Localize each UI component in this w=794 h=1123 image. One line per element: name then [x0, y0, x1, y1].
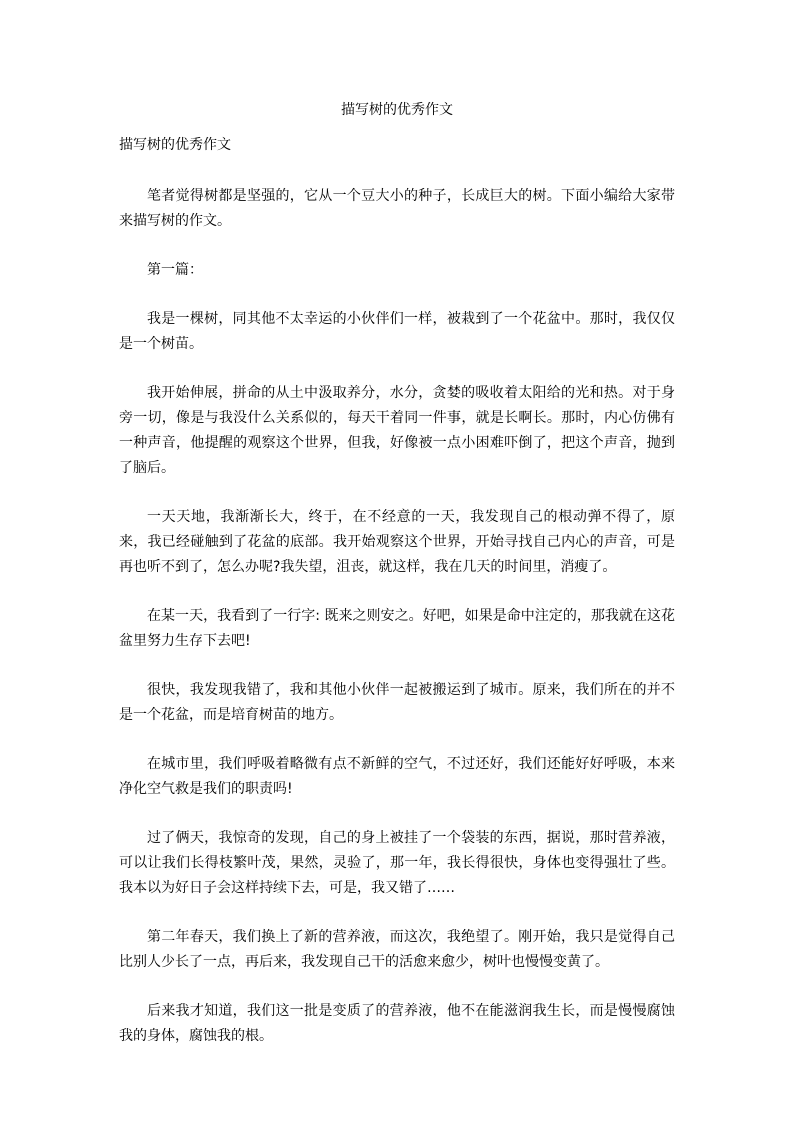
paragraph-intro: 笔者觉得树都是坚强的，它从一个豆大小的种子，长成巨大的树。下面小编给大家带来描写树的作文。: [119, 188, 675, 229]
paragraph: 在某一天，我看到了一行字: 既来之则安之。好吧，如果是命中注定的，那我就在这花盆里努力生存下去吧!: [119, 608, 675, 649]
paragraph: 我开始伸展，拼命的从土中汲取养分，水分，贪婪的吸收着太阳给的光和热。对于身旁一切，像是与我没什么关系似的，每天干着同一件事，就是长啊长。那时，内心仿佛有一种声音，他提醒的观察这个世界，但我，好像被一点小困难吓倒了，把这个声音，抛到了脑后。: [119, 385, 675, 476]
paragraph-section-heading: 第一篇：: [147, 262, 203, 278]
paragraph: 我是一棵树，同其他不太幸运的小伙伴们一样，被栽到了一个花盆中。那时，我仅仅是一个树苗。: [119, 311, 675, 352]
paragraph: 在城市里，我们呼吸着略微有点不新鲜的空气，不过还好，我们还能好好呼吸，本来净化空气救是我们的职责吗!: [119, 756, 675, 797]
paragraph: 后来我才知道，我们这一批是变质了的营养液，他不在能滋润我生长，而是慢慢腐蚀我的身体，腐蚀我的根。: [119, 1003, 675, 1044]
paragraph: 很快，我发现我错了，我和其他小伙伴一起被搬运到了城市。原来，我们所在的并不是一个花盆，而是培育树苗的地方。: [119, 682, 675, 723]
article-body: [119, 184, 675, 1073]
page-title: 描写树的优秀作文: [341, 102, 453, 118]
paragraph: 一天天地，我渐渐长大，终于，在不经意的一天，我发现自己的根动弹不得了，原来，我已经碰触到了花盆的底部。我开始观察这个世界，开始寻找自己内心的声音，可是再也听不到了，怎么办呢?我失望，沮丧，就这样，我在几天的时间里，消瘦了。: [119, 509, 675, 575]
paragraph: 过了俩天，我惊奇的发现，自己的身上被挂了一个袋装的东西，据说，那时营养液，可以让我们长得枝繁叶茂，果然，灵验了，那一年，我长得很快，身体也变得强壮了些。我本以为好日子会这样持续下去，可是，我又错了……: [119, 830, 675, 896]
document-subtitle: 描写树的优秀作文: [119, 137, 231, 153]
paragraph: 第二年春天，我们换上了新的营养液，而这次，我绝望了。刚开始，我只是觉得自己比别人少长了一点，再后来，我发现自己干的活愈来愈少，树叶也慢慢变黄了。: [119, 929, 675, 970]
